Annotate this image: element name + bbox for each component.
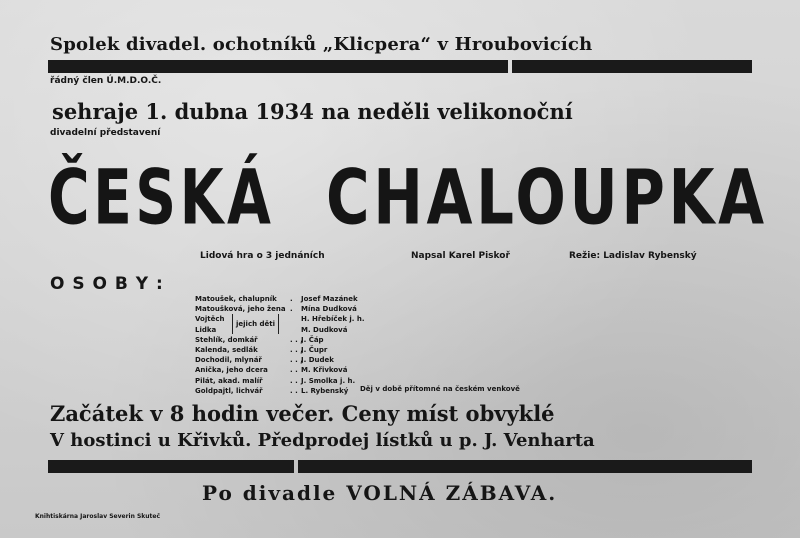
author: Napsal Karel Piskoř	[411, 251, 510, 261]
director: Režie: Ladislav Rybenský	[569, 251, 697, 261]
cast-role: Vojtěch	[195, 315, 225, 324]
cast-actor: Mína Dudková	[301, 305, 357, 314]
cast-row: Dochodil, mlynář . . . J. Dudek	[195, 356, 334, 365]
cast-heading: O S O B Y :	[50, 274, 164, 294]
cast-row	[195, 314, 415, 324]
society-line: Spolek divadel. ochotníků „Klicpera“ v Hroubovicích	[50, 34, 593, 55]
cast-actor: L. Rybenský	[301, 386, 349, 395]
cast-list	[195, 294, 415, 396]
start-line: Začátek v 8 hodin večer. Ceny míst obvyklé	[50, 401, 555, 426]
printer-line: Knihtiskárna Jaroslav Severin Skuteč	[35, 513, 161, 520]
date-line: sehraje 1. dubna 1934 na neděli velikonoční	[52, 99, 573, 124]
after-line: Po divadle VOLNÁ ZÁBAVA.	[202, 481, 558, 505]
cast-row: Matoušek, chalupník . Josef Mazánek	[195, 295, 358, 303]
cast-actor: J. Dudek	[301, 356, 334, 365]
cast-role: Stehlík, domkář	[195, 335, 258, 344]
cast-actor: J. Čáp	[301, 335, 324, 344]
bottom-rule-left	[48, 460, 294, 473]
bottom-rule-right	[298, 460, 752, 473]
cast-actor: H. Hřebíček j. h.	[301, 315, 365, 324]
setting-note: Děj v době přítomné na českém venkově	[360, 385, 520, 393]
cast-row	[195, 325, 415, 335]
cast-row: Stehlík, domkář . . . J. Čáp	[195, 335, 324, 344]
cast-role: Dochodil, mlynář	[195, 356, 262, 365]
cast-row: Pilát, akad. malíř . . J. Smolka j. h.	[195, 376, 356, 385]
top-rule-left	[48, 60, 508, 73]
performance-label: divadelní představení	[50, 128, 161, 138]
cast-role: Matoušek, chalupník	[195, 295, 277, 303]
cast-row: Matoušková, jeho žena . Mína Dudková	[195, 305, 357, 314]
top-rule-right	[512, 60, 752, 73]
cast-bracket-note: jejich děti	[236, 320, 276, 328]
cast-role: Lidka	[195, 325, 217, 334]
cast-row: Kalenda, sedlák . . . J. Čupr	[195, 345, 328, 354]
play-title	[48, 153, 768, 242]
play-title-word2: CHALOUPKA	[326, 153, 768, 242]
cast-actor: Josef Mazánek	[301, 295, 358, 303]
venue-line: V hostinci u Křivků. Předprodej lístků u p. J. Venharta	[50, 430, 595, 451]
cast-role: Matoušková, jeho žena	[195, 305, 286, 314]
cast-role: Anička, jeho dcera	[195, 366, 268, 375]
genre: Lidová hra o 3 jednáních	[200, 251, 325, 261]
cast-row: Goldpajtl, lichvář . . L. Rybenský	[195, 386, 349, 395]
cast-bracket	[232, 314, 279, 334]
cast-actor: M. Křivková	[301, 366, 348, 375]
cast-role: Goldpajtl, lichvář	[195, 386, 263, 395]
cast-role: Kalenda, sedlák	[195, 345, 258, 354]
cast-actor: J. Čupr	[301, 345, 328, 354]
play-title-word1: ČESKÁ	[48, 153, 275, 242]
member-line: řádný člen Ú.M.D.O.Č.	[50, 76, 162, 86]
cast-actor: M. Dudková	[301, 325, 348, 334]
cast-role: Pilát, akad. malíř	[195, 376, 263, 385]
cast-row: Anička, jeho dcera . . M. Křivková	[195, 366, 348, 375]
cast-actor: J. Smolka j. h.	[301, 376, 356, 385]
